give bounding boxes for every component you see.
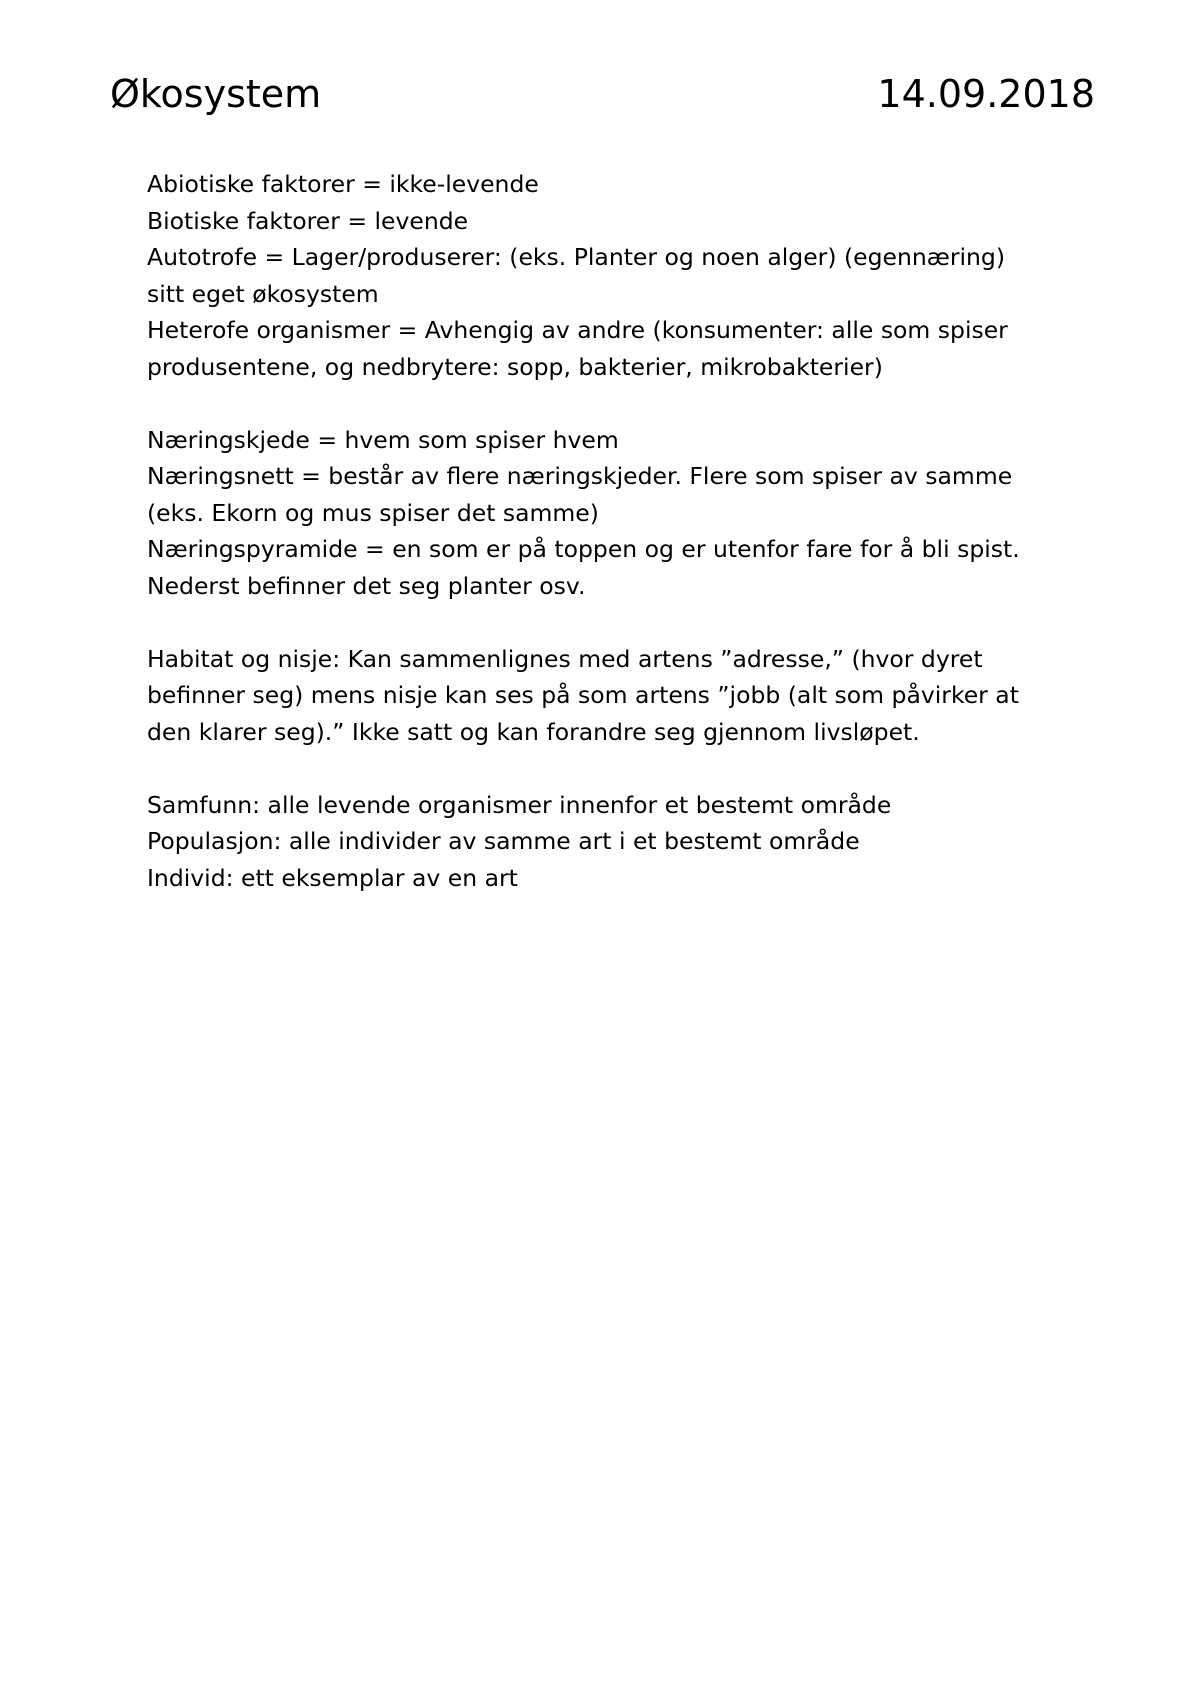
text-line: Populasjon: alle individer av samme art i et bestemt område [147,827,860,855]
document-date: 14.09.2018 [877,72,1095,116]
paragraph-gap [147,750,1077,787]
document-body [147,166,1077,896]
text-line: sitt eget økosystem [147,279,379,308]
section-faktorer [147,166,1077,385]
text-line: den klarer seg).” Ikke satt og kan forandre seg gjennom livsløpet. [147,717,920,746]
text-line: Samfunn: alle levende organismer innenfor et bestemt område [147,790,892,819]
text-line: Nederst befinner det seg planter osv. [147,571,586,600]
text-line: (eks. Ekorn og mus spiser det samme) [147,498,599,527]
text-line: Abiotiske faktorer = ikke-levende [147,170,539,198]
page-title: Økosystem [110,72,322,116]
text-line: Næringsnett = består av flere næringskjeder. Flere som spiser av samme [147,462,1013,490]
section-habitat [147,641,1077,751]
section-samfunn [147,787,1077,897]
text-line: Heterofe organismer = Avhengig av andre (konsumenter: alle som spiser [147,316,1008,344]
text-line: produsentene, og nedbrytere: sopp, bakterier, mikrobakterier) [147,352,883,381]
text-line: Næringspyramide = en som er på toppen og er utenfor fare for å bli spist. [147,535,1020,563]
text-line: Habitat og nisje: Kan sammenlignes med artens ”adresse,” (hvor dyret [147,644,983,673]
text-line: Individ: ett eksemplar av en art [147,863,518,892]
text-line: Autotrofe = Lager/produserer: (eks. Planter og noen alger) (egennæring) [147,243,1006,271]
paragraph-gap [147,385,1077,422]
text-line: Næringskjede = hvem som spiser hvem [147,425,619,454]
text-line: befinner seg) mens nisje kan ses på som artens ”jobb (alt som påvirker at [147,681,1019,709]
section-naering [147,422,1077,605]
paragraph-gap [147,604,1077,641]
text-line: Biotiske faktorer = levende [147,206,469,235]
